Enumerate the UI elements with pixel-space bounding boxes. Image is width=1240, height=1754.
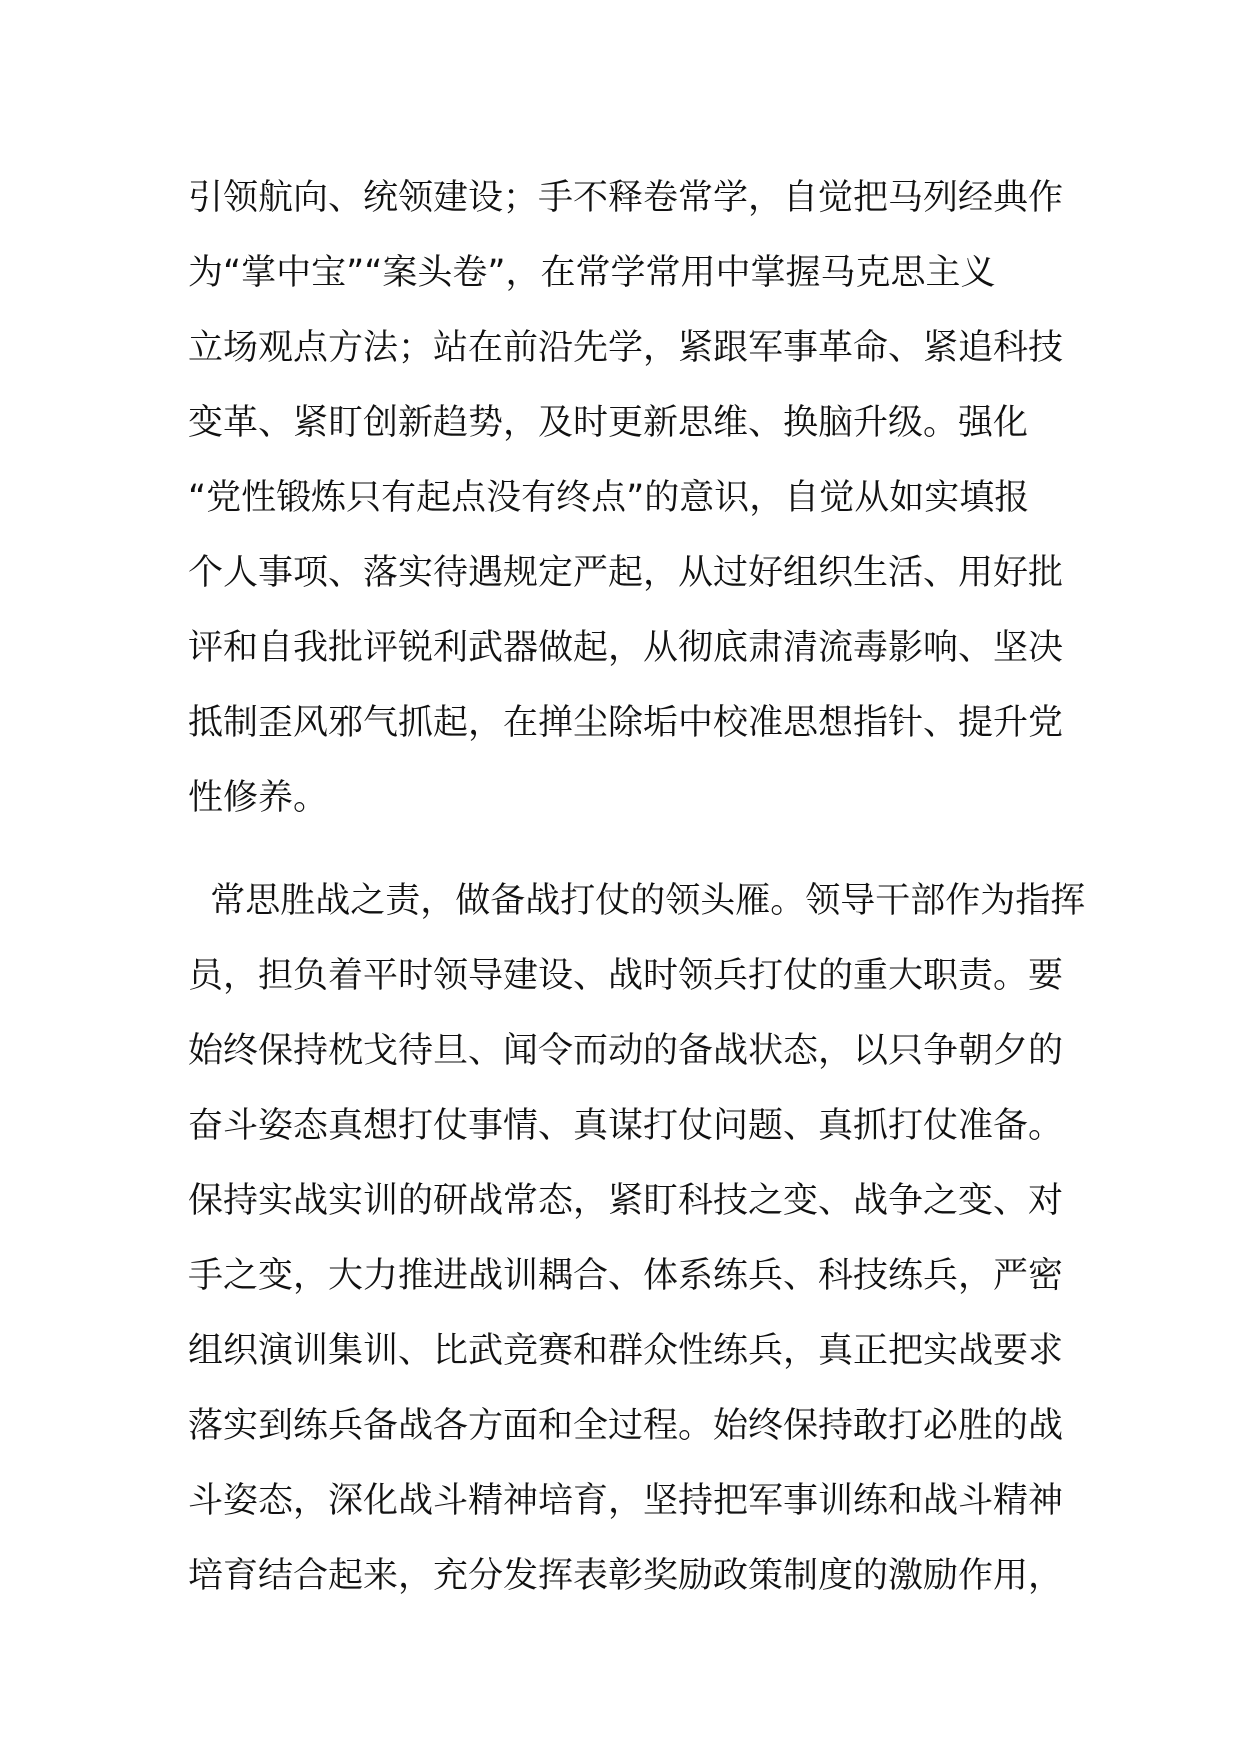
text-line: 落实到练兵备战各方面和全过程。始终保持敢打必胜的战: [188, 1406, 1064, 1446]
text-line: 组织演训集训、比武竞赛和群众性练兵，真正把实战要求: [188, 1331, 1064, 1371]
text-line: “党性锻炼只有起点没有终点”的意识，自觉从如实填报: [188, 478, 1030, 518]
text-line: 奋斗姿态真想打仗事情、真谋打仗问题、真抓打仗准备。: [188, 1106, 1064, 1146]
text-line: 员，担负着平时领导建设、战时领兵打仗的重大职责。要: [188, 956, 1064, 996]
paragraph: [188, 871, 1086, 1621]
text-line: 立场观点方法；站在前沿先学，紧跟军事革命、紧追科技: [188, 328, 1064, 368]
paragraph: [188, 168, 1068, 843]
paragraph-spacer: [188, 843, 1068, 871]
text-line: 为“掌中宝”“案头卷”，在常学常用中掌握马克思主义: [188, 253, 996, 293]
text-line: 斗姿态，深化战斗精神培育，坚持把军事训练和战斗精神: [188, 1481, 1064, 1521]
text-line: 性修养。: [188, 778, 329, 818]
text-line: 引领航向、统领建设；手不释卷常学，自觉把马列经典作: [188, 178, 1064, 218]
text-line: 培育结合起来，充分发挥表彰奖励政策制度的激励作用，: [188, 1556, 1064, 1596]
text-line: 保持实战实训的研战常态，紧盯科技之变、战争之变、对: [188, 1181, 1064, 1221]
document-body: [188, 168, 1086, 1621]
text-line: 手之变，大力推进战训耦合、体系练兵、科技练兵，严密: [188, 1256, 1064, 1296]
text-line: 始终保持枕戈待旦、闻令而动的备战状态，以只争朝夕的: [188, 1031, 1064, 1071]
text-line: 变革、紧盯创新趋势，及时更新思维、换脑升级。强化: [188, 403, 1029, 443]
text-line: 常思胜战之责，做备战打仗的领头雁。领导干部作为指挥: [188, 881, 1086, 921]
text-line: 评和自我批评锐利武器做起，从彻底肃清流毒影响、坚决: [188, 628, 1064, 668]
text-line: 抵制歪风邪气抓起，在掸尘除垢中校准思想指针、提升党: [188, 703, 1064, 743]
text-line: 个人事项、落实待遇规定严起，从过好组织生活、用好批: [188, 553, 1064, 593]
